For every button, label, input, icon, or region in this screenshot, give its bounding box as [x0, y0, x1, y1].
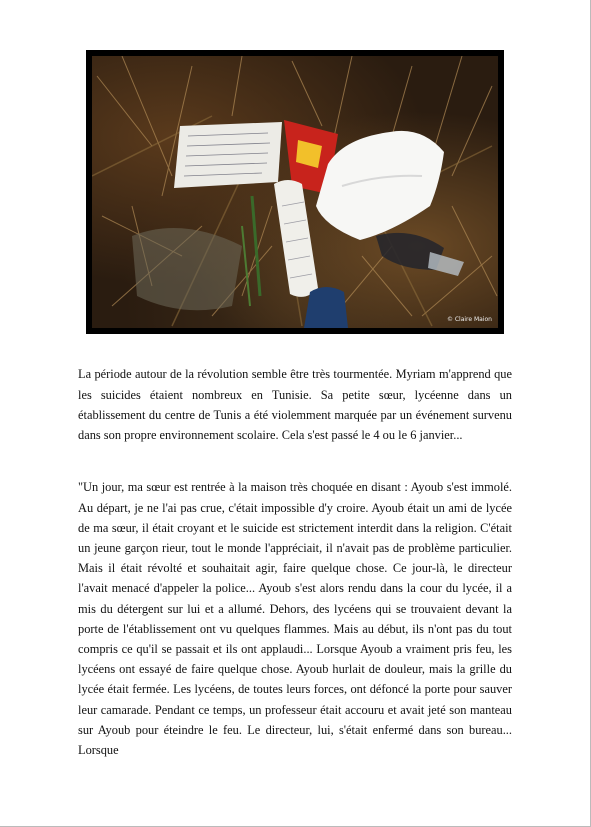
photo-frame [86, 50, 504, 334]
photo-illustration [92, 56, 498, 328]
paragraph-intro: La période autour de la révolution semble être très tourmentée. Myriam m'apprend que les suicides étaient nombreux en Tunisie. Sa petite sœur, lycéenne dans un établissement du centre de Tunis a été violemment marquée par un événement survenu dans son propre environnement scolaire. Cela s'est passé le 4 ou le 6 janvier... [78, 367, 512, 442]
paragraph-testimony: "Un jour, ma sœur est rentrée à la maison très choquée en disant : Ayoub s'est immolé. Au départ, je ne l'ai pas crue, c'était impossible d'y croire. Ayoub était un ami de lycée de ma sœur, il était croyant et le suicide est strictement interdit dans la religion. C'était un jeune garçon rieur, tout le monde l'appréciait, il n'avait pas de problème particulier. Mais il était révolté et souhaitait agir, faire quelque chose. Ce jour-là, le directeur l'avait menacé d'appeler la police... Ayoub s'est alors rendu dans la cour du lycée, il a mis du détergent sur lui et a allumé. Dehors, des lycéens qui se trouvaient devant la porte de l'établissement ont vu quelques flammes. Mais au début, ils n'ont pas du tout compris ce qu'il se passait et ils ont applaudi... Lorsque Ayoub a vraiment pris feu, les lycéens ont essayé de faire quelque chose. Ayoub hurlait de douleur, mais la grille du lycée était fermée. Les lycéens, de toutes leurs forces, ont défoncé la porte pour sauver leur camarade. Pendant ce temps, un professeur était accouru et avait jeté son manteau sur Ayoub pour éteindre le feu. Le directeur, lui, s'était enfermé dans son bureau... Lorsque [78, 480, 512, 758]
photo-credit: © Claire Maion [446, 316, 492, 323]
litter-photo [92, 56, 498, 328]
